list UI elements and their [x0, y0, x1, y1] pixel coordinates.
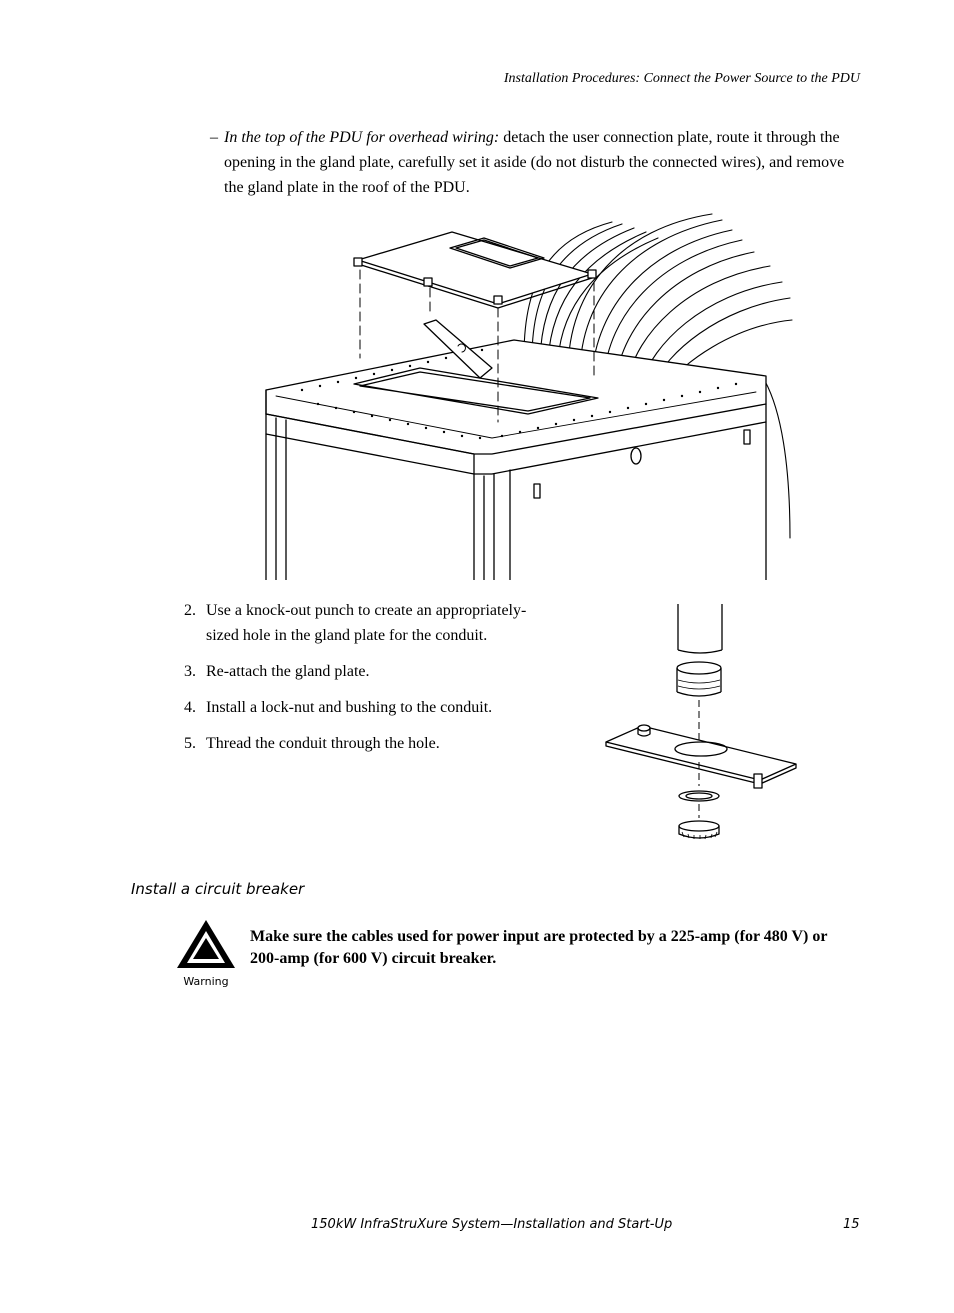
lock-nut — [679, 791, 719, 801]
intro-lead: In the top of the PDU for overhead wiring: — [224, 129, 500, 146]
warning-text: Make sure the cables used for power input are protected by a 225-amp (for 480 V) or 200-amp (for 600 V) circuit breaker. — [250, 928, 828, 967]
bullet-dash: – — [210, 129, 218, 146]
list-item — [184, 731, 534, 756]
step-number: 3. — [184, 663, 196, 680]
step-text: Use a knock-out punch to create an appropriately-sized hole in the gland plate for the conduit. — [206, 602, 527, 644]
warning-label: Warning — [183, 975, 229, 988]
footer-title: 150kW InfraStruXure System—Installation and Start-Up — [311, 1217, 673, 1232]
list-item — [184, 659, 534, 684]
user-connection-plate — [354, 232, 596, 308]
gland-plate — [606, 725, 796, 788]
step-text: Re-attach the gland plate. — [206, 663, 370, 680]
intro-bullet — [210, 125, 860, 200]
page-number: 15 — [843, 1217, 860, 1232]
conduit-gland-plate-figure — [600, 600, 805, 846]
step-list — [184, 598, 534, 756]
intro-body: detach the user connection plate, route it through the opening in the gland plate, carefully set it aside (do not disturb the connected wires), and remove the gland plate in the roof of the PDU. — [224, 129, 845, 196]
step-text: Install a lock-nut and bushing to the conduit. — [206, 699, 493, 716]
pdu-overhead-wiring-figure — [262, 208, 794, 580]
step-number: 5. — [184, 735, 196, 752]
conduit-pipe — [678, 604, 722, 653]
warning-block-icon — [175, 918, 237, 988]
section-heading: Install a circuit breaker — [131, 880, 305, 898]
list-item — [184, 598, 534, 648]
step-number: 2. — [184, 602, 196, 619]
ring-nut — [679, 821, 719, 839]
warning-triangle-icon — [175, 918, 237, 970]
step-number: 4. — [184, 699, 196, 716]
running-header: Installation Procedures: Connect the Power Source to the PDU — [503, 71, 860, 86]
intro-paragraph — [210, 125, 860, 200]
step-text: Thread the conduit through the hole. — [206, 735, 440, 752]
bushing — [677, 662, 721, 696]
list-item — [184, 695, 534, 720]
